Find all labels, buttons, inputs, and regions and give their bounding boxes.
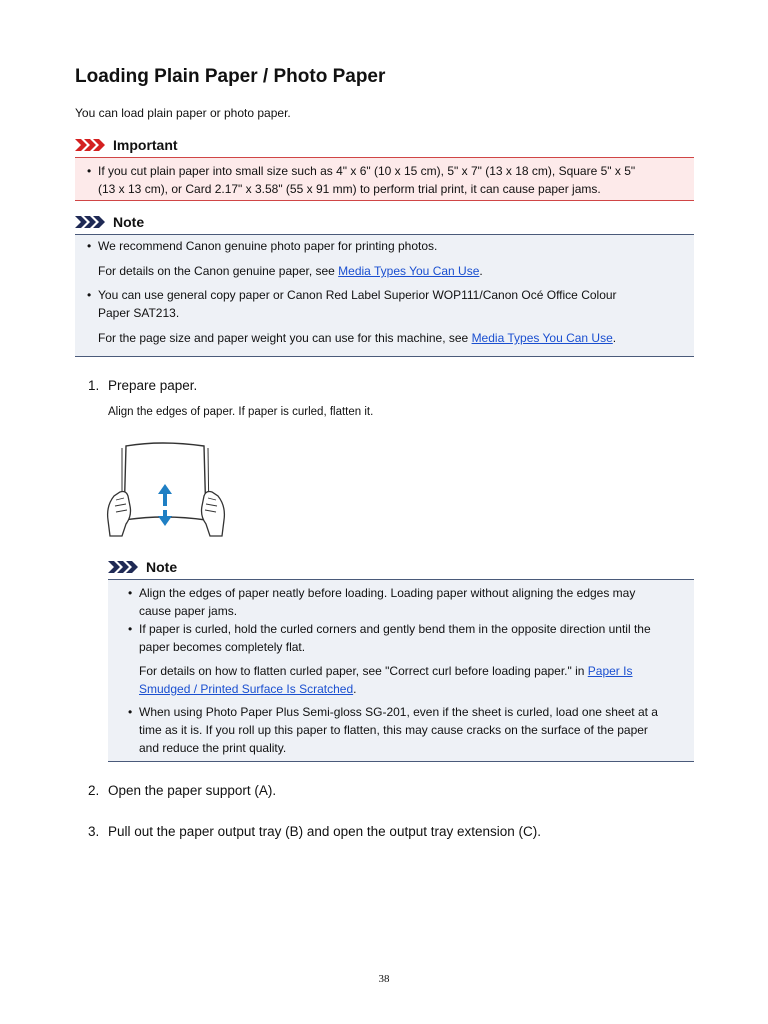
important-item-line2: (13 x 13 cm), or Card 2.17" x 3.58" (55 x 91 mm) to perform trial print, it can cause paper jams. bbox=[98, 182, 601, 196]
step-1-description: Align the edges of paper. If paper is curled, flatten it. bbox=[108, 406, 374, 418]
step-text: Pull out the paper output tray (B) and open the output tray extension (C). bbox=[108, 824, 542, 839]
detail-suffix: . bbox=[353, 682, 357, 696]
step-number: 2. bbox=[88, 783, 100, 798]
important-item-line1: If you cut plain paper into small size such as 4" x 6" (10 x 15 cm), 5" x 7" (13 x 18 cm), Square 5" x 5" bbox=[98, 164, 636, 178]
note-item-line3: and reduce the print quality. bbox=[139, 741, 287, 755]
paper-smudged-link-cont[interactable]: Smudged / Printed Surface Is Scratched bbox=[139, 682, 354, 696]
note-item-line2: cause paper jams. bbox=[139, 604, 238, 618]
note-item-line2: paper becomes completely flat. bbox=[139, 640, 306, 654]
bullet-marker: • bbox=[87, 288, 92, 302]
step-2 bbox=[88, 783, 276, 798]
step-3 bbox=[88, 824, 541, 839]
page-title: Loading Plain Paper / Photo Paper bbox=[75, 66, 386, 87]
bullet-marker: • bbox=[87, 164, 92, 178]
page-number: 38 bbox=[378, 973, 390, 985]
important-item bbox=[87, 162, 687, 198]
detail-prefix: For the page size and paper weight you can use for this machine, see bbox=[98, 331, 472, 345]
bullet-marker: • bbox=[128, 586, 133, 600]
media-types-link[interactable]: Media Types You Can Use bbox=[471, 331, 613, 345]
detail-prefix: For details on the Canon genuine paper, see bbox=[98, 264, 339, 278]
note-item-detail bbox=[139, 662, 679, 698]
note-item-line2: time as it is. If you roll up this paper to flatten, this may cause cracks on the surface of the paper bbox=[139, 723, 648, 737]
note-item bbox=[128, 620, 688, 656]
step-text: Open the paper support (A). bbox=[108, 783, 277, 798]
detail-prefix: For details on how to flatten curled paper, see "Correct curl before loading paper." in bbox=[139, 664, 588, 678]
hands-holding-paper-icon bbox=[106, 440, 226, 545]
bullet-marker: • bbox=[128, 622, 133, 636]
bullet-marker: • bbox=[87, 239, 92, 253]
step-1 bbox=[88, 378, 197, 393]
note-item-line1: When using Photo Paper Plus Semi-gloss SG-201, even if the sheet is curled, load one sheet at a bbox=[139, 705, 658, 719]
important-label: Important bbox=[113, 137, 178, 153]
bullet-marker: • bbox=[128, 705, 133, 719]
step-text: Prepare paper. bbox=[108, 378, 198, 393]
note-item-line2: Paper SAT213. bbox=[98, 306, 180, 320]
important-heading bbox=[75, 137, 178, 153]
note-item-detail bbox=[98, 262, 483, 280]
note-item-text: We recommend Canon genuine photo paper for printing photos. bbox=[98, 239, 438, 253]
note-item bbox=[87, 237, 687, 255]
paper-smudged-link[interactable]: Paper Is bbox=[587, 664, 633, 678]
step-number: 1. bbox=[88, 378, 100, 393]
note-item-line1: You can use general copy paper or Canon Red Label Superior WOP111/Canon Océ Office Colour bbox=[98, 288, 617, 302]
step-number: 3. bbox=[88, 824, 100, 839]
note-item bbox=[128, 703, 688, 757]
note-heading bbox=[108, 559, 177, 575]
note-heading bbox=[75, 214, 144, 230]
important-chevrons-icon bbox=[75, 139, 107, 151]
detail-suffix: . bbox=[479, 264, 483, 278]
note-item-detail bbox=[98, 329, 616, 347]
detail-suffix: . bbox=[612, 331, 617, 345]
note-item-line1: If paper is curled, hold the curled corners and gently bend them in the opposite direction until the bbox=[139, 622, 651, 636]
note-label: Note bbox=[113, 214, 145, 230]
media-types-link[interactable]: Media Types You Can Use bbox=[338, 264, 480, 278]
note-item-line1: Align the edges of paper neatly before loading. Loading paper without aligning the edges may bbox=[139, 586, 636, 600]
intro-text: You can load plain paper or photo paper. bbox=[75, 106, 291, 120]
note-item bbox=[87, 286, 687, 322]
note-chevrons-icon bbox=[75, 216, 107, 228]
note-item bbox=[128, 584, 688, 620]
note-chevrons-icon bbox=[108, 561, 140, 573]
note-label: Note bbox=[146, 559, 178, 575]
